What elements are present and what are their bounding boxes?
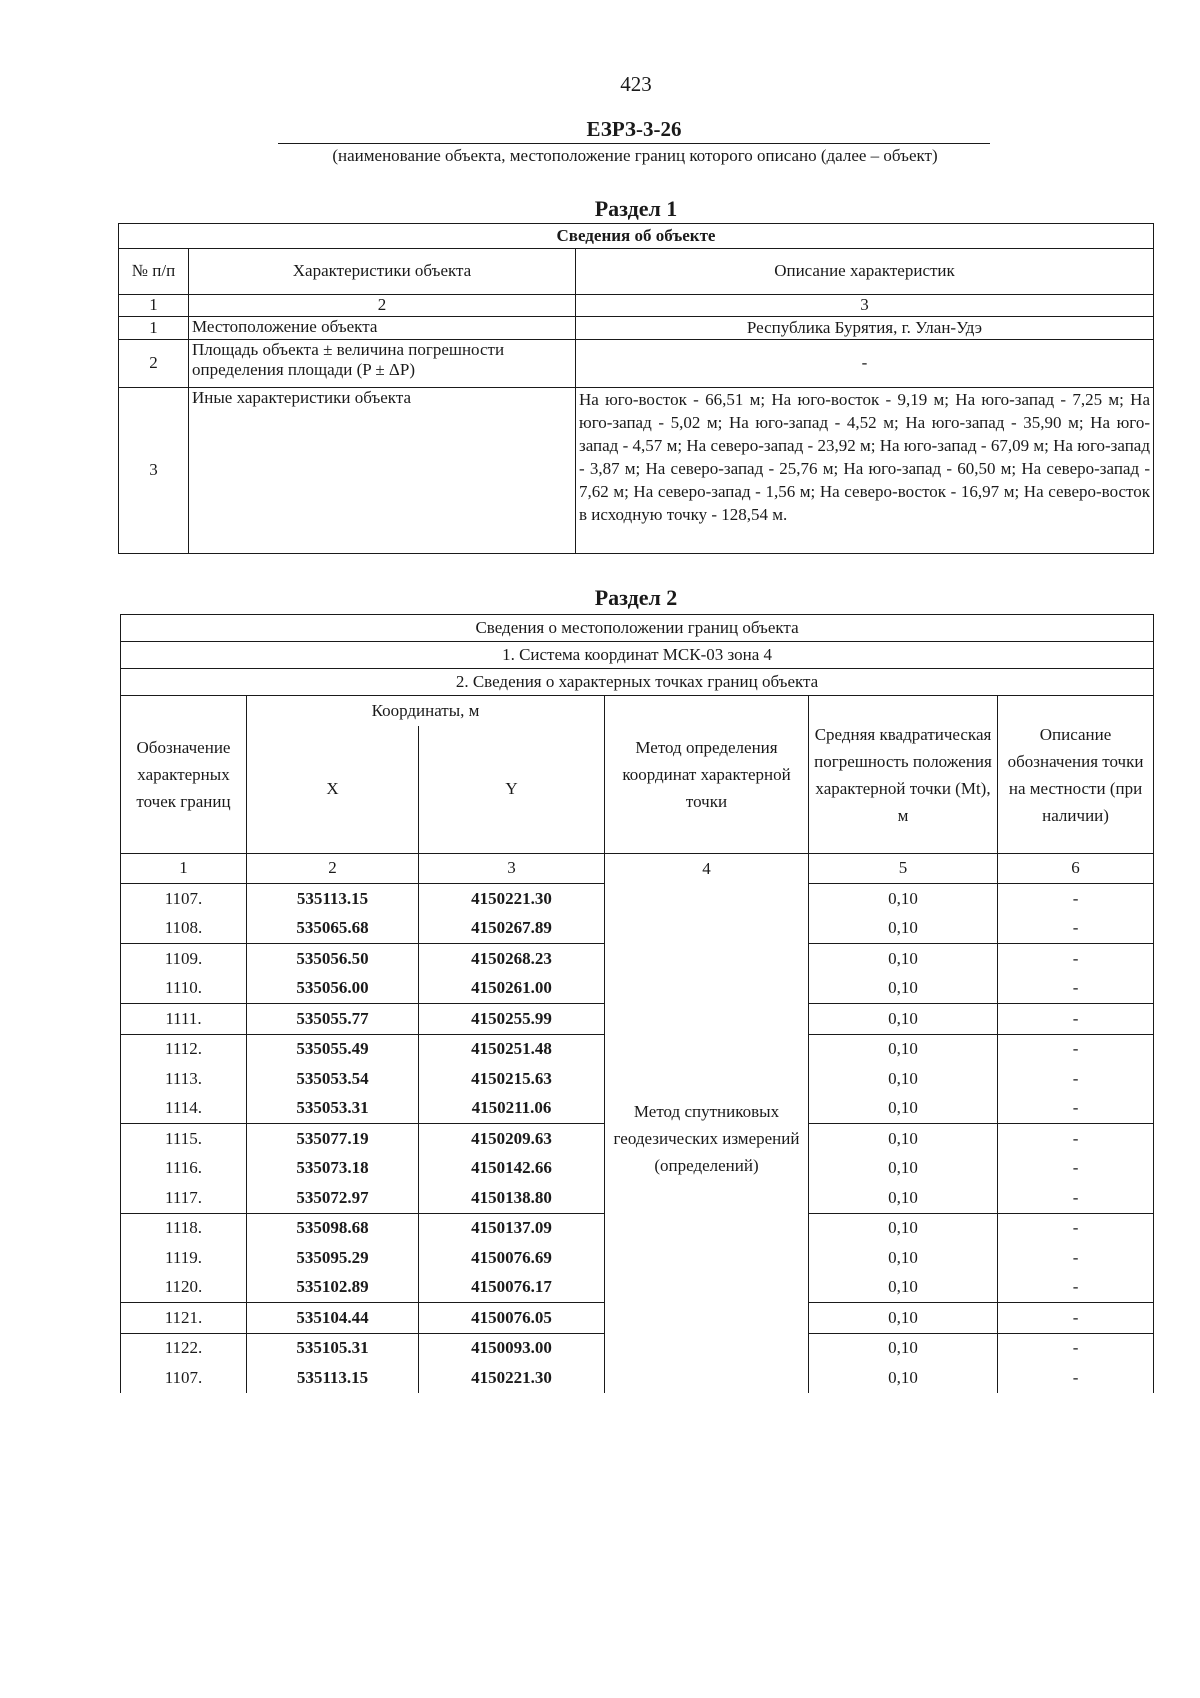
- point-y: 4150211.06: [419, 1094, 605, 1124]
- point-desc: -: [998, 1363, 1154, 1393]
- row-num: 1: [119, 317, 189, 340]
- point-desc: -: [998, 1004, 1154, 1035]
- point-desc: -: [998, 1094, 1154, 1124]
- point-id: 1114.: [121, 1094, 247, 1124]
- point-desc: -: [998, 1213, 1154, 1243]
- point-error: 0,10: [809, 1273, 998, 1303]
- row-value: -: [576, 340, 1154, 388]
- point-x: 535065.68: [247, 914, 419, 944]
- header-characteristics: Характеристики объекта: [189, 249, 576, 295]
- point-id: 1109.: [121, 944, 247, 974]
- point-id: 1118.: [121, 1213, 247, 1243]
- row-characteristic: Площадь объекта ± величина погрешности определения площади (P ± ΔP): [189, 340, 576, 388]
- point-x: 535104.44: [247, 1303, 419, 1334]
- row-characteristic: Иные характеристики объекта: [189, 388, 576, 554]
- point-id: 1116.: [121, 1154, 247, 1184]
- point-desc: -: [998, 1333, 1154, 1363]
- point-x: 535073.18: [247, 1154, 419, 1184]
- page-number: 423: [620, 72, 652, 96]
- point-x: 535053.31: [247, 1094, 419, 1124]
- point-desc: -: [998, 1124, 1154, 1154]
- col-number: 4: [605, 854, 809, 884]
- point-id: 1108.: [121, 914, 247, 944]
- point-x: 535053.54: [247, 1064, 419, 1094]
- object-info-table: [118, 223, 1154, 554]
- coord-system: 1. Система координат МСК-03 зона 4: [121, 642, 1154, 669]
- point-y: 4150093.00: [419, 1333, 605, 1363]
- point-y: 4150267.89: [419, 914, 605, 944]
- row-characteristic: Местоположение объекта: [189, 317, 576, 340]
- point-error: 0,10: [809, 1213, 998, 1243]
- row-num: 3: [119, 388, 189, 554]
- point-x: 535055.77: [247, 1004, 419, 1035]
- object-name: ЕЗРЗ-3-26: [278, 117, 990, 144]
- col-number: 1: [119, 295, 189, 317]
- point-y: 4150251.48: [419, 1034, 605, 1064]
- point-y: 4150209.63: [419, 1124, 605, 1154]
- col-number: 5: [809, 854, 998, 884]
- point-error: 0,10: [809, 1094, 998, 1124]
- section2-title: Раздел 2: [594, 585, 678, 610]
- point-y: 4150076.05: [419, 1303, 605, 1334]
- point-y: 4150221.30: [419, 884, 605, 914]
- point-x: 535098.68: [247, 1213, 419, 1243]
- point-desc: -: [998, 884, 1154, 914]
- section1-title: Раздел 1: [594, 196, 678, 221]
- col-number: 2: [247, 854, 419, 884]
- point-id: 1120.: [121, 1273, 247, 1303]
- point-id: 1107.: [121, 884, 247, 914]
- col-number: 1: [121, 854, 247, 884]
- point-y: 4150255.99: [419, 1004, 605, 1035]
- point-x: 535095.29: [247, 1243, 419, 1273]
- point-error: 0,10: [809, 1124, 998, 1154]
- point-y: 4150221.30: [419, 1363, 605, 1393]
- header-method: Метод определения координат характерной точки: [605, 696, 809, 854]
- col-number: 3: [419, 854, 605, 884]
- location-title: Сведения о местоположении границ объекта: [121, 615, 1154, 642]
- point-x: 535113.15: [247, 884, 419, 914]
- point-y: 4150076.69: [419, 1243, 605, 1273]
- point-x: 535105.31: [247, 1333, 419, 1363]
- header-coords: Координаты, м: [247, 696, 605, 726]
- object-caption: (наименование объекта, местоположение границ которого описано (далее – объект): [332, 146, 938, 165]
- header-point: Обозначение характерных точек границ: [121, 696, 247, 854]
- point-y: 4150138.80: [419, 1183, 605, 1213]
- point-id: 1110.: [121, 974, 247, 1004]
- point-error: 0,10: [809, 944, 998, 974]
- point-x: 535056.00: [247, 974, 419, 1004]
- point-desc: -: [998, 1243, 1154, 1273]
- point-desc: -: [998, 1303, 1154, 1334]
- point-error: 0,10: [809, 1154, 998, 1184]
- header-y: Y: [419, 726, 605, 854]
- header-description: Описание характеристик: [576, 249, 1154, 295]
- point-id: 1111.: [121, 1004, 247, 1035]
- point-x: 535113.15: [247, 1363, 419, 1393]
- method-value: Метод спутниковых геодезических измерений (определений): [605, 884, 809, 1393]
- point-error: 0,10: [809, 884, 998, 914]
- col-number: 3: [576, 295, 1154, 317]
- table-row: [121, 884, 1154, 914]
- point-desc: -: [998, 1183, 1154, 1213]
- point-x: 535102.89: [247, 1273, 419, 1303]
- boundary-points-table: [120, 614, 1154, 1393]
- point-desc: -: [998, 1273, 1154, 1303]
- point-error: 0,10: [809, 1333, 998, 1363]
- row-value: Республика Бурятия, г. Улан-Удэ: [576, 317, 1154, 340]
- header-desc: Описание обозначения точки на местности (при наличии): [998, 696, 1154, 854]
- point-error: 0,10: [809, 1363, 998, 1393]
- point-y: 4150268.23: [419, 944, 605, 974]
- point-id: 1112.: [121, 1034, 247, 1064]
- point-desc: -: [998, 914, 1154, 944]
- row-value: На юго-восток - 66,51 м; На юго-восток - 9,19 м; На юго-запад - 7,25 м; На юго-запад - 5,02 м; На юго-запад - 4,52 м; На юго-запад - 35,90 м; На юго-запад - 4,57 м; На северо-запад - 23,92 м; На юго-запад - 67,09 м; На юго-запад - 3,87 м; На северо-запад - 25,76 м; На юго-запад - 60,50 м; На северо-запад - 7,62 м; На северо-запад - 1,56 м; На северо-восток - 16,97 м; На северо-восток в исходную точку - 128,54 м.: [576, 388, 1154, 554]
- point-x: 535056.50: [247, 944, 419, 974]
- point-id: 1121.: [121, 1303, 247, 1334]
- point-x: 535072.97: [247, 1183, 419, 1213]
- header-x: X: [247, 726, 419, 854]
- point-id: 1119.: [121, 1243, 247, 1273]
- point-desc: -: [998, 974, 1154, 1004]
- point-y: 4150261.00: [419, 974, 605, 1004]
- point-desc: -: [998, 1064, 1154, 1094]
- col-number: 2: [189, 295, 576, 317]
- point-error: 0,10: [809, 1183, 998, 1213]
- point-error: 0,10: [809, 1243, 998, 1273]
- point-id: 1115.: [121, 1124, 247, 1154]
- row-num: 2: [119, 340, 189, 388]
- point-y: 4150137.09: [419, 1213, 605, 1243]
- point-error: 0,10: [809, 1064, 998, 1094]
- points-title: 2. Сведения о характерных точках границ объекта: [121, 669, 1154, 696]
- point-id: 1107.: [121, 1363, 247, 1393]
- point-desc: -: [998, 944, 1154, 974]
- point-x: 535077.19: [247, 1124, 419, 1154]
- point-id: 1113.: [121, 1064, 247, 1094]
- point-desc: -: [998, 1154, 1154, 1184]
- point-error: 0,10: [809, 1303, 998, 1334]
- object-info-title: Сведения об объекте: [119, 224, 1154, 249]
- header-error: Средняя квадратическая погрешность положения характерной точки (Mt), м: [809, 696, 998, 854]
- point-x: 535055.49: [247, 1034, 419, 1064]
- point-id: 1117.: [121, 1183, 247, 1213]
- point-y: 4150215.63: [419, 1064, 605, 1094]
- point-y: 4150076.17: [419, 1273, 605, 1303]
- point-id: 1122.: [121, 1333, 247, 1363]
- point-error: 0,10: [809, 974, 998, 1004]
- point-error: 0,10: [809, 914, 998, 944]
- col-number: 6: [998, 854, 1154, 884]
- header-num: № п/п: [119, 249, 189, 295]
- point-y: 4150142.66: [419, 1154, 605, 1184]
- point-desc: -: [998, 1034, 1154, 1064]
- point-error: 0,10: [809, 1004, 998, 1035]
- point-error: 0,10: [809, 1034, 998, 1064]
